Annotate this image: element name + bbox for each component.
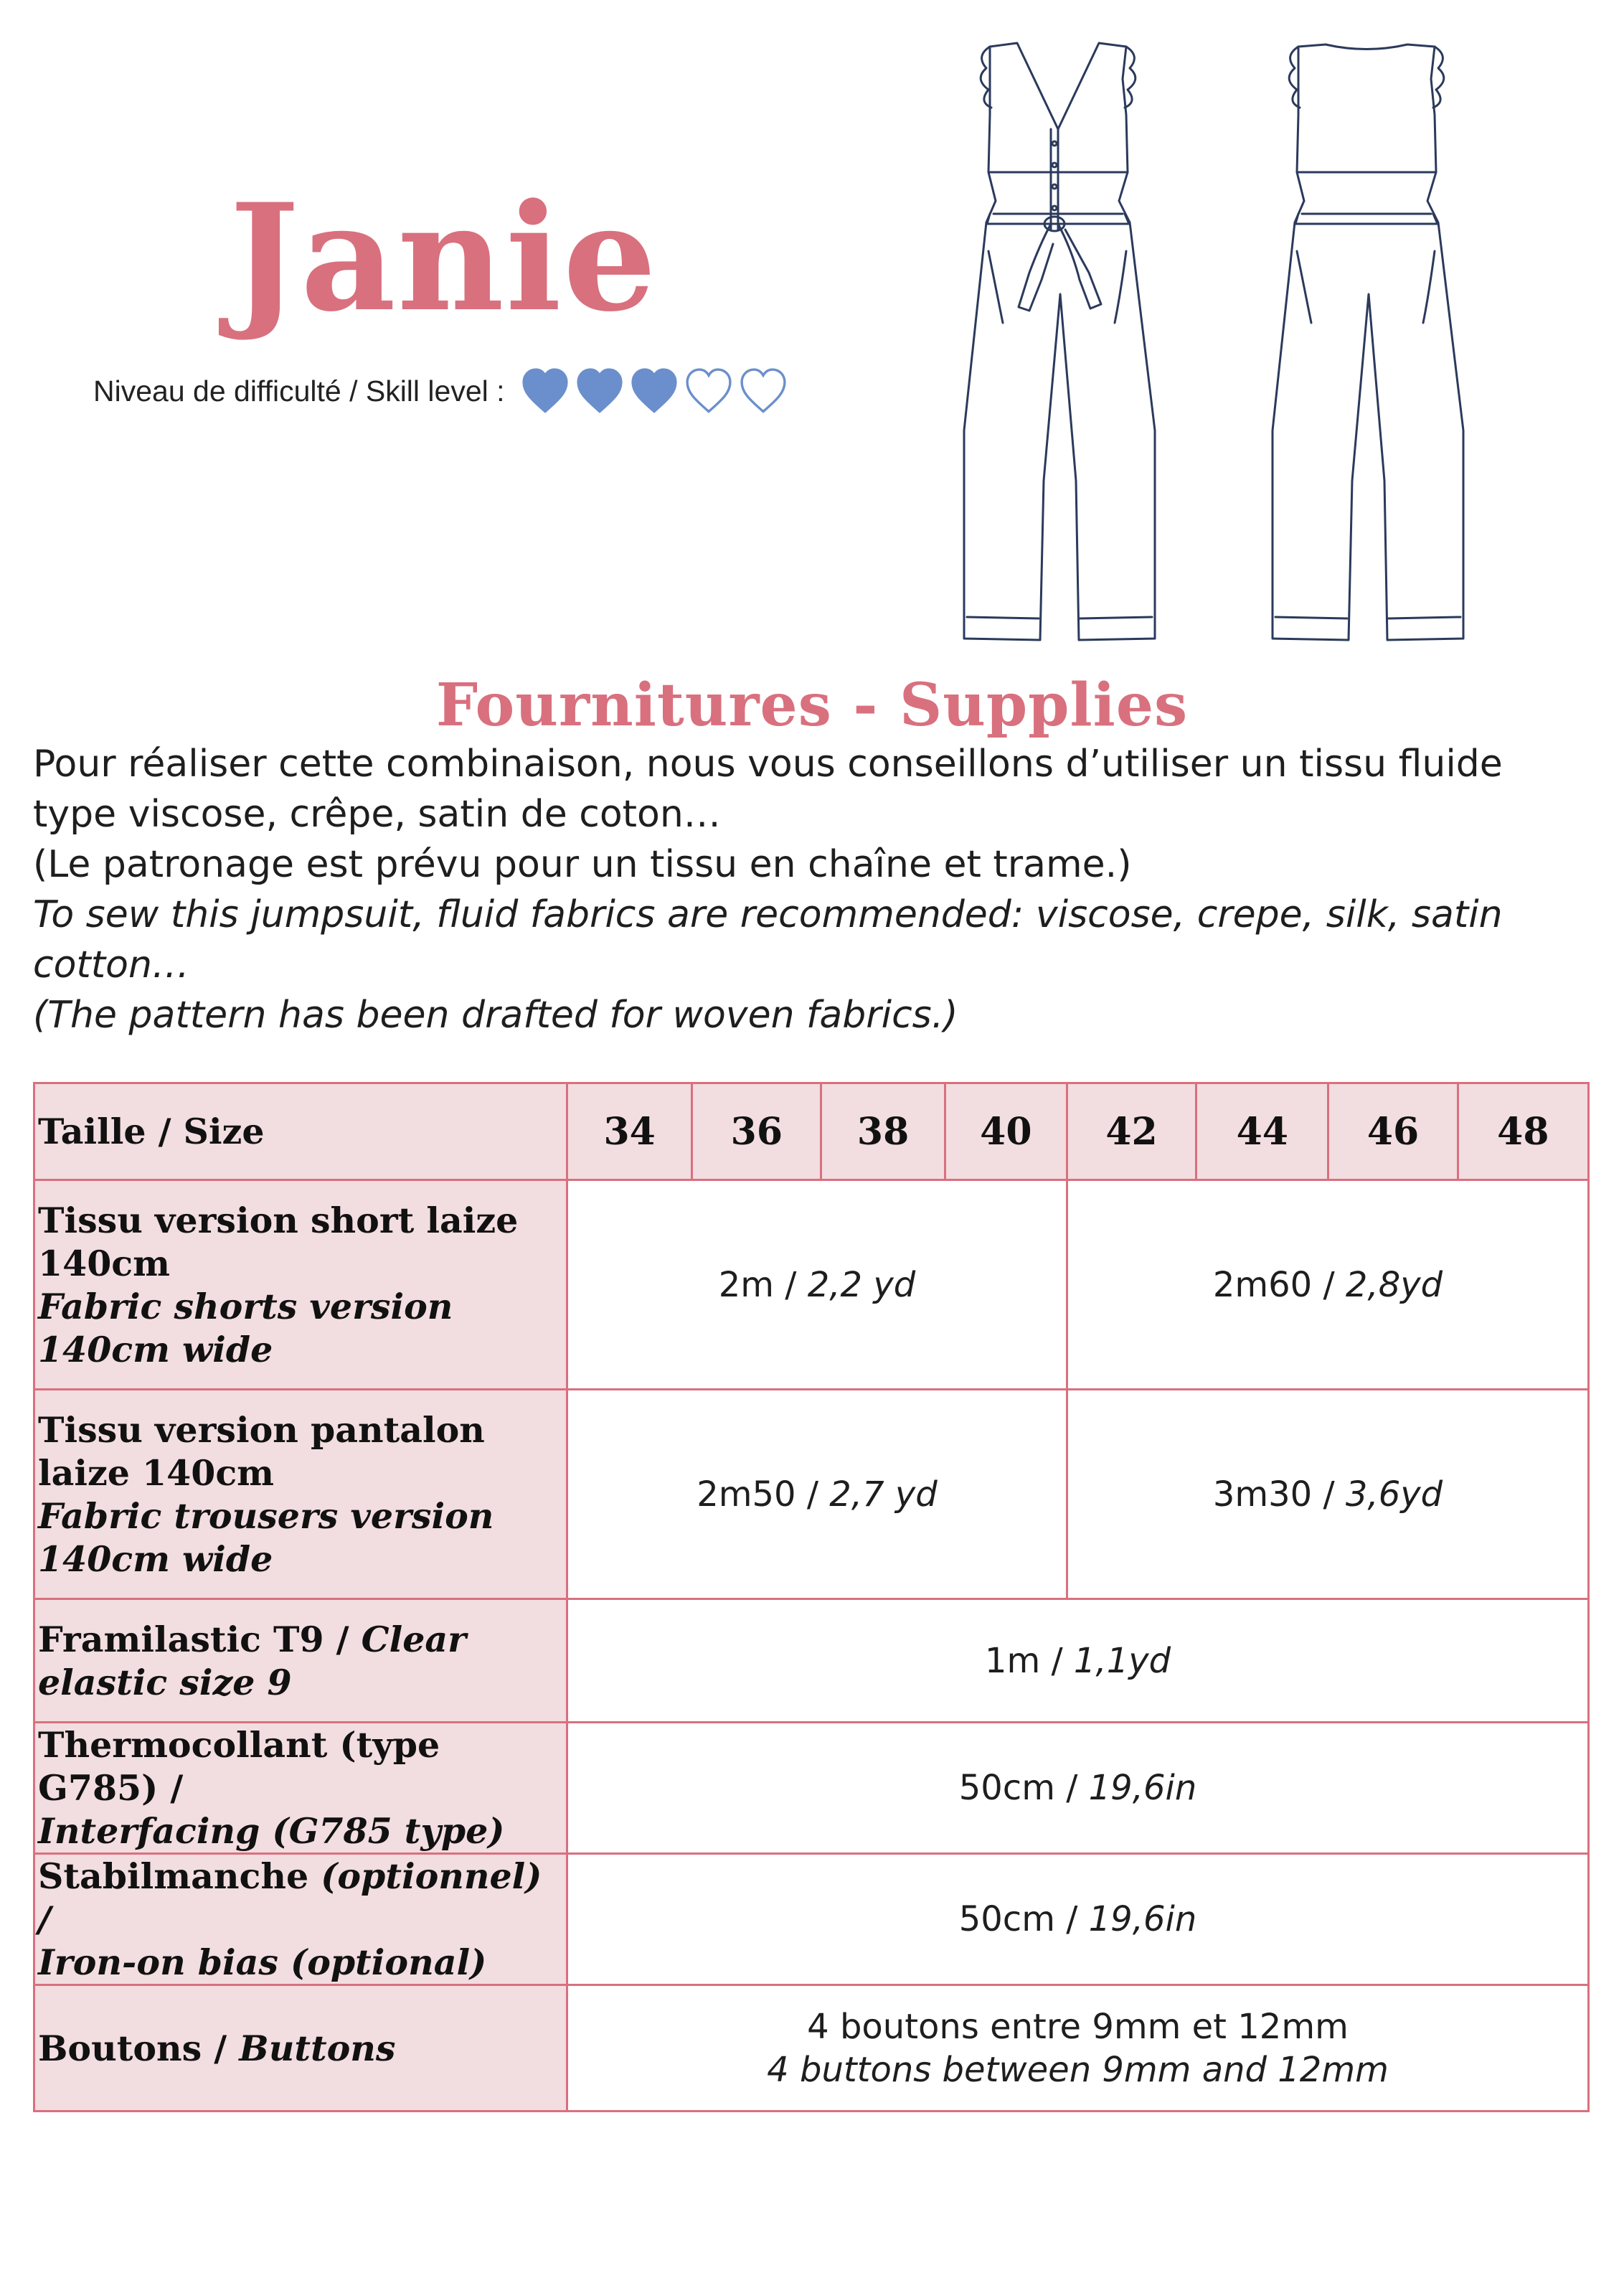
value-cell — [567, 1723, 1589, 1854]
back-view — [1273, 44, 1463, 640]
intro-fr-2: (Le patronage est prévu pour un tissu en chaîne et trame.) — [33, 843, 1132, 886]
row-label-en: Clear elastic size 9 — [38, 1618, 466, 1703]
value-imperial: 19,6in — [1088, 1768, 1197, 1808]
value-line-fr: 4 boutons entre 9mm et 12mm — [807, 2006, 1349, 2047]
table-row — [34, 1985, 1589, 2112]
size-cell: 46 — [1328, 1083, 1458, 1180]
value-imperial: 2,7 yd — [829, 1474, 938, 1515]
value-cell — [567, 1599, 1589, 1723]
row-label — [34, 1985, 567, 2112]
row-label-fr: Boutons / — [38, 2027, 240, 2069]
row-label-en: Interfacing (G785 type) — [38, 1810, 505, 1852]
skill-level-label: Niveau de difficulté / Skill level : — [93, 374, 505, 408]
row-label-en: Iron-on bias (optional) — [38, 1941, 487, 1983]
heart-icon — [630, 367, 679, 415]
row-label-fr: Tissu version pantalon laize 140cm — [38, 1408, 485, 1494]
skill-rating — [521, 367, 788, 415]
row-label — [34, 1180, 567, 1390]
size-cell: 44 — [1196, 1083, 1328, 1180]
row-label-fr: Tissu version short laize 140cm — [38, 1199, 519, 1284]
value-main: 2m / — [718, 1264, 808, 1305]
size-cell: 48 — [1458, 1083, 1588, 1180]
row-label — [34, 1599, 567, 1723]
jumpsuit-technical-drawing — [918, 36, 1528, 660]
section-title: Fournitures - Supplies — [435, 671, 1189, 740]
row-label-fr: Stabilmanche — [38, 1855, 321, 1897]
value-cell — [1067, 1180, 1588, 1390]
heart-icon — [575, 367, 624, 415]
value-cell — [567, 1390, 1067, 1599]
value-main: 1m / — [984, 1640, 1074, 1681]
front-view — [964, 43, 1155, 640]
supplies-table — [33, 1082, 1590, 2112]
row-label-fr-optional: (optionnel) / — [38, 1855, 542, 1940]
table-row — [34, 1599, 1589, 1723]
value-cell — [567, 1854, 1589, 1985]
value-imperial: 3,6yd — [1345, 1474, 1443, 1515]
row-label — [34, 1723, 567, 1854]
value-cell — [567, 1180, 1067, 1390]
value-line-en: 4 buttons between 9mm and 12mm — [767, 2049, 1389, 2090]
intro-text — [33, 739, 1597, 1040]
size-header: Taille / Size — [34, 1083, 567, 1180]
intro-en-1: To sew this jumpsuit, fluid fabrics are recommended: viscose, crepe, silk, satin cotton… — [33, 893, 1503, 987]
row-label-en: Buttons — [239, 2027, 396, 2069]
table-row — [34, 1390, 1589, 1599]
size-cell: 34 — [567, 1083, 692, 1180]
size-cell: 42 — [1067, 1083, 1196, 1180]
table-row — [34, 1180, 1589, 1390]
pattern-title: Janie — [230, 172, 658, 344]
value-cell — [567, 1985, 1589, 2112]
skill-level — [93, 362, 788, 420]
heart-icon — [684, 367, 733, 415]
value-cell — [1067, 1390, 1588, 1599]
row-label — [34, 1854, 567, 1985]
heart-icon — [739, 367, 788, 415]
value-main: 2m50 / — [697, 1474, 830, 1515]
size-cell: 36 — [692, 1083, 821, 1180]
size-cell: 40 — [945, 1083, 1067, 1180]
value-imperial: 1,1yd — [1073, 1640, 1171, 1681]
size-header-row — [34, 1083, 1589, 1180]
value-main: 50cm / — [958, 1899, 1089, 1939]
row-label-en: Fabric shorts version 140cm wide — [38, 1285, 453, 1370]
table-row — [34, 1854, 1589, 1985]
value-main: 2m60 / — [1212, 1264, 1346, 1305]
row-label-en: Fabric trousers version 140cm wide — [38, 1494, 494, 1580]
heart-icon — [521, 367, 570, 415]
value-imperial: 2,2 yd — [807, 1264, 916, 1305]
row-label-fr: Thermocollant (type G785) / — [38, 1724, 440, 1809]
size-cell: 38 — [821, 1083, 945, 1180]
value-imperial: 2,8yd — [1345, 1264, 1443, 1305]
intro-fr-1: Pour réaliser cette combinaison, nous vous conseillons d’utiliser un tissu fluide type viscose, crêpe, satin de coton… — [33, 743, 1503, 836]
row-label — [34, 1390, 567, 1599]
intro-en-2: (The pattern has been drafted for woven fabrics.) — [33, 994, 958, 1037]
table-row — [34, 1723, 1589, 1854]
value-main: 50cm / — [958, 1768, 1089, 1808]
value-main: 3m30 / — [1212, 1474, 1346, 1515]
row-label-fr: Framilastic T9 / — [38, 1618, 362, 1660]
value-imperial: 19,6in — [1088, 1899, 1197, 1939]
